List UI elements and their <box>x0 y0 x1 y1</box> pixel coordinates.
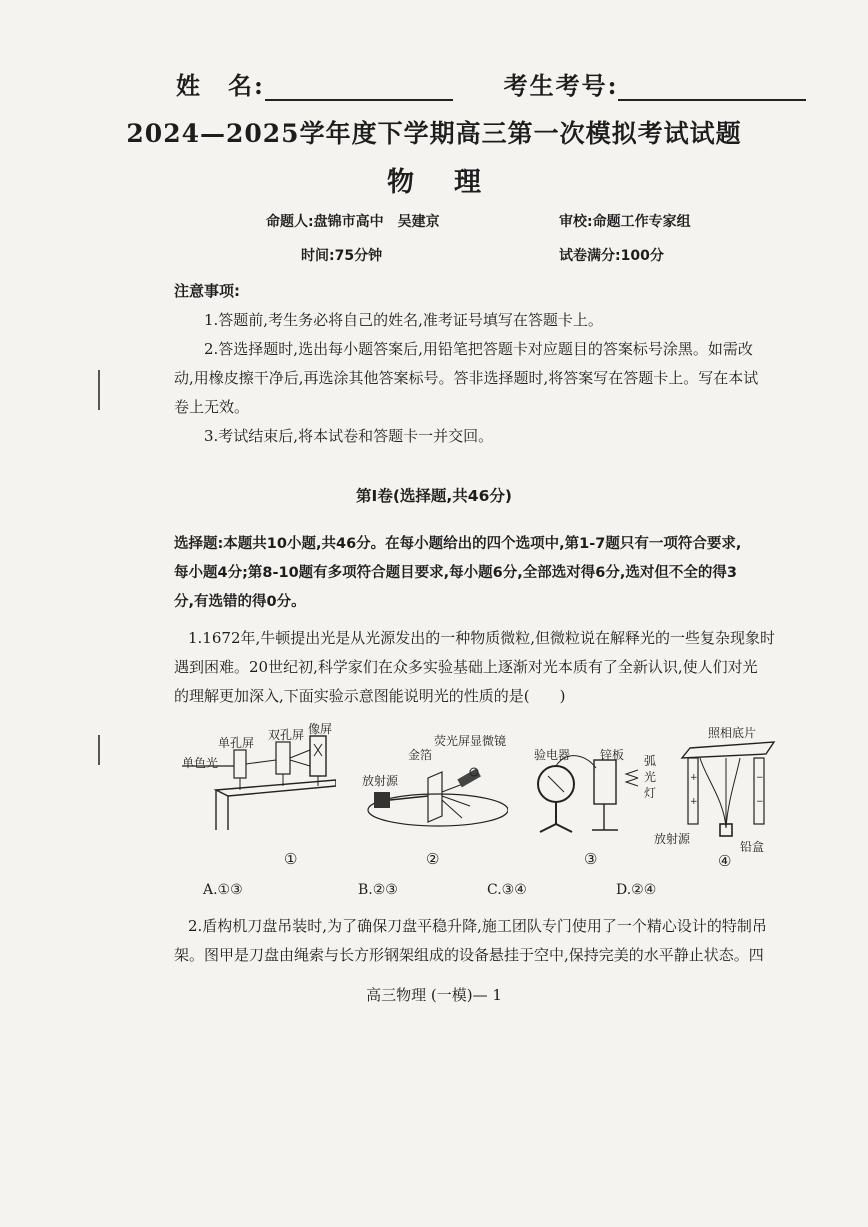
label-single-slit: 单孔屏 <box>218 736 255 750</box>
question-line: 的理解更加深入,下面实验示意图能说明光的性质的是( ) <box>174 687 566 705</box>
option-b: B.②③ <box>358 882 398 898</box>
author: 命题人:盘锦市高中 吴建京 <box>266 214 440 230</box>
double-slit-diagram <box>176 720 336 840</box>
question-1-stem <box>174 624 804 711</box>
note-item: 动,用橡皮擦干净后,再选涂其他答案标号。答非选择题时,将答案写在答题卡上。写在本试 <box>174 369 759 387</box>
label-lead-box: 铅盒 <box>740 840 765 854</box>
option-a: A.①③ <box>203 882 243 898</box>
label-arc: 弧 <box>644 754 657 768</box>
svg-text:+: + <box>690 797 698 807</box>
note-item: 2.答选择题时,选出每小题答案后,用铅笔把答题卡对应题目的答案标号涂黑。如需改 <box>204 340 753 358</box>
figure-number: ② <box>426 850 440 868</box>
label-double-slit: 双孔屏 <box>268 728 305 742</box>
reviewer: 审校:命题工作专家组 <box>559 214 691 230</box>
name-blank <box>265 75 453 101</box>
question-line: 1.1672年,牛顿提出光是从光源发出的一种物质微粒,但微粒说在解释光的一些复杂现象时 <box>188 629 776 647</box>
name-label: 姓 名: <box>176 71 265 100</box>
note-item: 3.考试结束后,将本试卷和答题卡一并交回。 <box>204 427 494 445</box>
note-item: 卷上无效。 <box>174 398 250 416</box>
svg-text:+: + <box>690 773 698 783</box>
svg-text:−: − <box>756 797 764 807</box>
question-line: 2.盾构机刀盘吊装时,为了确保刀盘平稳升降,施工团队专门使用了一个精心设计的特制吊 <box>188 917 767 935</box>
question-line: 架。图甲是刀盘由绳索与长方形钢架组成的设备悬挂于空中,保持完美的水平静止状态。四 <box>174 946 764 964</box>
full-score: 试卷满分:100分 <box>559 248 664 264</box>
notes-list <box>174 306 794 451</box>
option-c: C.③④ <box>487 882 527 898</box>
instruction-line: 分,有选错的得0分。 <box>174 594 306 610</box>
figure-alpha-scattering <box>358 720 508 870</box>
figure-number: ① <box>284 850 298 868</box>
subject-title: 物理 <box>387 167 521 198</box>
label-photo-film: 照相底片 <box>708 726 757 740</box>
label-fluorescent-screen: 荧光屏 <box>434 734 471 748</box>
figure-photoelectric <box>526 720 666 870</box>
label-gold-foil: 金箔 <box>408 748 433 762</box>
label-lamp: 灯 <box>644 786 657 800</box>
label-light: 光 <box>644 770 657 784</box>
section-instructions <box>174 530 804 617</box>
id-label: 考生考号: <box>503 71 619 100</box>
label-radiation-source: 放射源 <box>362 774 399 788</box>
instruction-line: 每小题4分;第8-10题有多项符合题目要求,每小题6分,全部选对得6分,选对但不全的得3 <box>174 565 737 581</box>
label-monochrome-light: 单色光 <box>182 756 219 770</box>
exam-time: 时间:75分钟 <box>301 248 383 264</box>
figure-number: ③ <box>584 850 598 868</box>
question-line: 遇到困难。20世纪初,科学家们在众多实验基础上逐渐对光本质有了全新认识,使人们对光 <box>174 658 758 676</box>
section-title: 第Ⅰ卷(选择题,共46分) <box>356 487 512 505</box>
label-image-screen: 像屏 <box>308 722 333 736</box>
notes-title: 注意事项: <box>174 282 240 300</box>
question-1-figures <box>176 720 796 870</box>
label-microscope: 显微镜 <box>470 734 507 748</box>
exam-title: 2024—2025学年度下学期高三第一次模拟考试试题 <box>126 119 742 148</box>
instruction-line: 选择题:本题共10小题,共46分。在每小题给出的四个选项中,第1-7题只有一项符合要求, <box>174 536 742 552</box>
page-footer: 高三物理 (一模)— 1 <box>366 986 502 1004</box>
student-info-line <box>176 66 806 101</box>
question-2-stem <box>174 912 804 970</box>
figure-number: ④ <box>718 852 732 870</box>
figure-double-slit <box>176 720 336 870</box>
id-blank <box>618 75 806 101</box>
note-item: 1.答题前,考生务必将自己的姓名,准考证号填写在答题卡上。 <box>204 311 603 329</box>
option-d: D.②④ <box>616 882 657 898</box>
label-electroscope: 验电器 <box>534 748 571 762</box>
scan-mark <box>98 735 100 765</box>
scan-mark <box>98 370 100 410</box>
figure-radiation-field <box>654 720 796 870</box>
svg-text:−: − <box>756 773 764 783</box>
label-radiation-source: 放射源 <box>654 832 691 846</box>
label-zinc-plate: 锌板 <box>600 748 625 762</box>
